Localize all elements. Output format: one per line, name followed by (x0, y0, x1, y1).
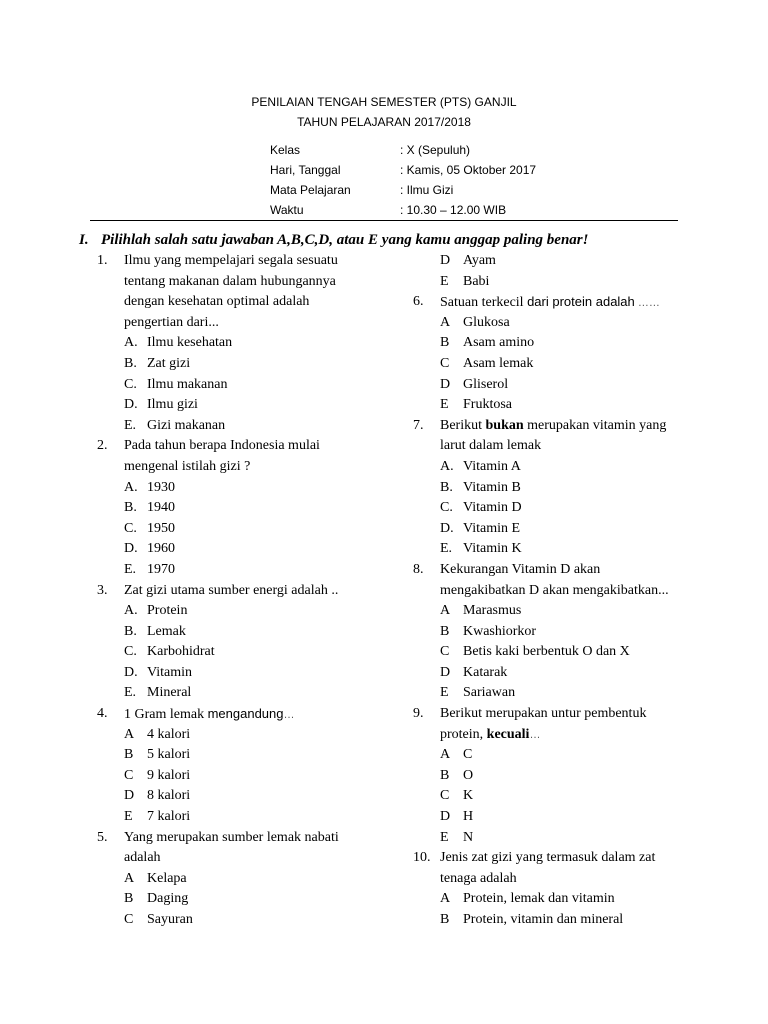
question-text: Berikut merupakan untur pembentuk (440, 706, 647, 722)
answer-option (97, 519, 397, 540)
answer-option (97, 601, 397, 622)
option-letter: B. (440, 479, 453, 495)
option-letter: D (440, 253, 451, 268)
option-letter: E (440, 273, 449, 289)
option-letter: E (440, 685, 449, 701)
answer-option (97, 869, 397, 890)
answer-option (97, 725, 397, 746)
emphasis-text: bukan (485, 417, 524, 433)
option-letter: A (124, 726, 135, 742)
question-9 (413, 704, 713, 725)
question-3 (97, 581, 397, 602)
option-letter: C (124, 767, 134, 783)
option-text: 1970 (147, 561, 175, 577)
option-text: 1960 (147, 541, 175, 557)
option-letter: A. (124, 603, 138, 619)
option-text: Vitamin (147, 664, 193, 680)
option-text: 5 kalori (147, 747, 191, 763)
question-line (97, 848, 397, 869)
question-text: 1 Gram lemak mengandung… (124, 706, 295, 723)
option-text: N (463, 829, 474, 845)
exam-title: PENILAIAN TENGAH SEMESTER (PTS) GANJIL (251, 95, 517, 109)
option-text: Betis kaki berbentuk O dan X (463, 644, 630, 660)
answer-option (97, 395, 397, 416)
answer-option (97, 683, 397, 704)
option-text: 4 kalori (147, 726, 191, 742)
info-label: Mata Pelajaran (270, 183, 351, 197)
answer-option (413, 889, 713, 910)
answer-option (413, 251, 713, 272)
answer-option (413, 478, 713, 499)
answer-option (413, 622, 713, 643)
option-letter: E (440, 397, 449, 413)
school-year: TAHUN PELAJARAN 2017/2018 (297, 115, 471, 129)
question-number: 7. (413, 417, 424, 433)
emphasis-text: kecuali (486, 726, 530, 742)
question-text: mengenal istilah gizi ? (124, 458, 251, 474)
option-letter: B (440, 623, 450, 639)
answer-option (97, 333, 397, 354)
answer-option (413, 601, 713, 622)
info-value: : Ilmu Gizi (400, 183, 454, 197)
answer-option (413, 745, 713, 766)
option-letter: E (124, 809, 133, 825)
answer-option (413, 539, 713, 560)
question-4 (97, 704, 397, 725)
answer-option (413, 828, 713, 849)
option-text: Marasmus (463, 603, 522, 619)
question-text-suffix: mengandung (207, 706, 284, 722)
section-instruction (79, 232, 589, 249)
question-number: 1. (97, 253, 108, 268)
option-letter: A (440, 603, 451, 619)
option-letter: C. (124, 644, 137, 660)
option-text: Ilmu makanan (147, 376, 228, 392)
question-text: larut dalam lemak (440, 438, 542, 454)
option-text: Vitamin B (463, 479, 521, 495)
option-letter: A. (124, 479, 138, 495)
option-text: Sariawan (463, 685, 516, 701)
answer-option (97, 786, 397, 807)
question-number: 5. (97, 829, 108, 845)
question-text: Kekurangan Vitamin D akan (440, 561, 601, 577)
answer-option (413, 313, 713, 334)
answer-option (413, 395, 713, 416)
answer-option (413, 786, 713, 807)
option-letter: D. (124, 397, 138, 413)
question-number: 8. (413, 561, 424, 577)
option-letter: A (440, 891, 451, 907)
option-letter: B (124, 747, 134, 763)
option-text: Karbohidrat (147, 644, 215, 660)
question-1 (97, 251, 397, 272)
answer-option (413, 498, 713, 519)
option-letter: C (440, 644, 450, 660)
answer-option (413, 272, 713, 293)
question-number: 2. (97, 438, 108, 454)
answer-option (413, 910, 713, 931)
option-letter: B (124, 891, 134, 907)
option-letter: D (440, 664, 451, 680)
option-letter: A. (440, 458, 454, 474)
option-letter: A (124, 870, 135, 886)
question-text: dengan kesehatan optimal adalah (124, 294, 310, 310)
option-letter: E (440, 829, 449, 845)
option-text: Vitamin A (463, 458, 521, 474)
option-text: Gizi makanan (147, 417, 226, 433)
info-label: Waktu (270, 203, 304, 217)
question-number: 3. (97, 582, 108, 598)
answer-option (413, 354, 713, 375)
option-text: 8 kalori (147, 788, 191, 804)
question-text: protein, kecuali… (440, 726, 541, 742)
question-2 (97, 436, 397, 457)
option-text: Asam amino (463, 335, 535, 351)
answer-option (97, 663, 397, 684)
option-text: Fruktosa (463, 397, 512, 413)
question-line (97, 272, 397, 293)
question-line (413, 581, 713, 602)
ellipsis: … (283, 709, 295, 722)
question-text: Satuan terkecil dari protein adalah …… (440, 294, 660, 311)
option-text: 1940 (147, 500, 175, 516)
answer-option (97, 642, 397, 663)
option-text: Vitamin E (463, 520, 521, 536)
answer-option (413, 375, 713, 396)
question-text: adalah (124, 850, 161, 866)
question-number: 6. (413, 294, 424, 310)
option-text: Protein, vitamin dan mineral (463, 912, 624, 927)
option-letter: B (440, 335, 450, 351)
answer-option (97, 478, 397, 499)
info-row-time (270, 200, 536, 220)
answer-option (413, 333, 713, 354)
ellipsis: … (529, 728, 541, 741)
answer-option (413, 766, 713, 787)
option-letter: C. (440, 500, 453, 516)
answer-option (413, 683, 713, 704)
answer-option (413, 807, 713, 828)
question-text: Ilmu yang mempelajari segala sesuatu (124, 253, 338, 268)
answer-option (413, 663, 713, 684)
answer-option (413, 457, 713, 478)
question-text: Jenis zat gizi yang termasuk dalam zat (440, 850, 656, 866)
option-text: Glukosa (463, 314, 510, 330)
option-letter: B. (124, 500, 137, 516)
ellipsis: …… (634, 297, 660, 310)
answer-option (97, 910, 397, 931)
option-text: 1930 (147, 479, 175, 495)
answer-option (97, 889, 397, 910)
question-8 (413, 560, 713, 581)
option-text: C (463, 747, 473, 763)
info-label: Hari, Tanggal (270, 163, 341, 177)
answer-option (97, 766, 397, 787)
answer-option (413, 519, 713, 540)
info-row-class (270, 140, 536, 160)
option-text: Ilmu kesehatan (147, 335, 233, 351)
option-text: Protein, lemak dan vitamin (463, 891, 615, 907)
option-text: 1950 (147, 520, 175, 536)
option-text: 7 kalori (147, 809, 191, 825)
option-letter: C (124, 912, 134, 927)
option-text: O (463, 767, 474, 783)
answer-option (97, 416, 397, 437)
question-text: mengakibatkan D akan mengakibatkan... (440, 582, 669, 598)
option-text: 9 kalori (147, 767, 191, 783)
option-letter: D. (440, 520, 454, 536)
answer-option (97, 375, 397, 396)
question-number: 4. (97, 706, 108, 722)
option-letter: A (440, 747, 451, 763)
info-value: : 10.30 – 12.00 WIB (400, 203, 507, 217)
option-text: Sayuran (147, 912, 193, 927)
option-letter: E. (440, 541, 453, 557)
option-text: Ilmu gizi (147, 397, 198, 413)
option-text: Gliserol (463, 376, 509, 392)
option-letter: D. (124, 664, 138, 680)
instruction-text: Pilihlah salah satu jawaban A,B,C,D, atau E yang kamu anggap paling benar! (101, 232, 589, 248)
question-number: 10. (413, 850, 431, 866)
question-10 (413, 848, 713, 869)
option-text: Daging (147, 891, 189, 907)
answer-option (413, 642, 713, 663)
questions-column-right (413, 251, 713, 931)
question-line (413, 725, 713, 746)
option-letter: D (440, 376, 451, 392)
question-5 (97, 828, 397, 849)
option-text: Protein (147, 603, 188, 619)
option-letter: D. (124, 541, 138, 557)
question-line (97, 457, 397, 478)
answer-option (97, 498, 397, 519)
question-7 (413, 416, 713, 437)
option-text: Katarak (463, 664, 508, 680)
option-letter: A. (124, 335, 138, 351)
answer-option (97, 560, 397, 581)
option-text: Zat gizi (147, 355, 191, 371)
option-text: Kelapa (147, 870, 187, 886)
header-divider (90, 220, 678, 221)
exam-info (270, 140, 536, 220)
question-text-suffix: dari protein adalah (527, 294, 635, 310)
info-value: : X (Sepuluh) (400, 143, 471, 157)
question-text: Berikut bukan merupakan vitamin yang (440, 417, 667, 433)
question-text: Zat gizi utama sumber energi adalah .. (124, 582, 339, 598)
option-letter: B (440, 912, 450, 927)
info-row-date (270, 160, 536, 180)
answer-option (97, 354, 397, 375)
option-letter: C. (124, 376, 137, 392)
option-letter: D (124, 788, 135, 804)
question-text: tenaga adalah (440, 870, 517, 886)
questions-column-left (97, 251, 397, 931)
option-text: Lemak (147, 623, 186, 639)
option-letter: D (440, 809, 451, 825)
option-text: K (463, 788, 474, 804)
answer-option (97, 622, 397, 643)
question-text: Yang merupakan sumber lemak nabati (124, 829, 339, 845)
question-text: Pada tahun berapa Indonesia mulai (124, 438, 320, 454)
section-numeral: I. (79, 232, 89, 248)
option-letter: C. (124, 520, 137, 536)
option-text: Vitamin D (463, 500, 522, 516)
question-text: tentang makanan dalam hubungannya (124, 273, 336, 289)
option-letter: E. (124, 685, 137, 701)
info-value: : Kamis, 05 Oktober 2017 (400, 163, 537, 177)
answer-option (97, 539, 397, 560)
question-line (97, 313, 397, 334)
info-label: Kelas (270, 143, 301, 157)
option-text: Babi (463, 273, 490, 289)
question-line (97, 292, 397, 313)
question-text: pengertian dari... (124, 314, 219, 330)
answer-option (97, 745, 397, 766)
answer-option (97, 807, 397, 828)
option-text: Ayam (463, 253, 496, 268)
option-text: H (463, 809, 474, 825)
question-number: 9. (413, 706, 424, 722)
option-letter: C (440, 355, 450, 371)
option-text: Kwashiorkor (463, 623, 537, 639)
option-letter: C (440, 788, 450, 804)
info-row-subject (270, 180, 536, 200)
option-text: Mineral (147, 685, 192, 701)
option-text: Asam lemak (463, 355, 534, 371)
option-letter: B. (124, 355, 137, 371)
question-line (413, 436, 713, 457)
option-letter: A (440, 314, 451, 330)
question-6 (413, 292, 713, 313)
option-text: Vitamin K (463, 541, 522, 557)
option-letter: B. (124, 623, 137, 639)
option-letter: E. (124, 417, 137, 433)
option-letter: B (440, 767, 450, 783)
option-letter: E. (124, 561, 137, 577)
question-line (413, 869, 713, 890)
